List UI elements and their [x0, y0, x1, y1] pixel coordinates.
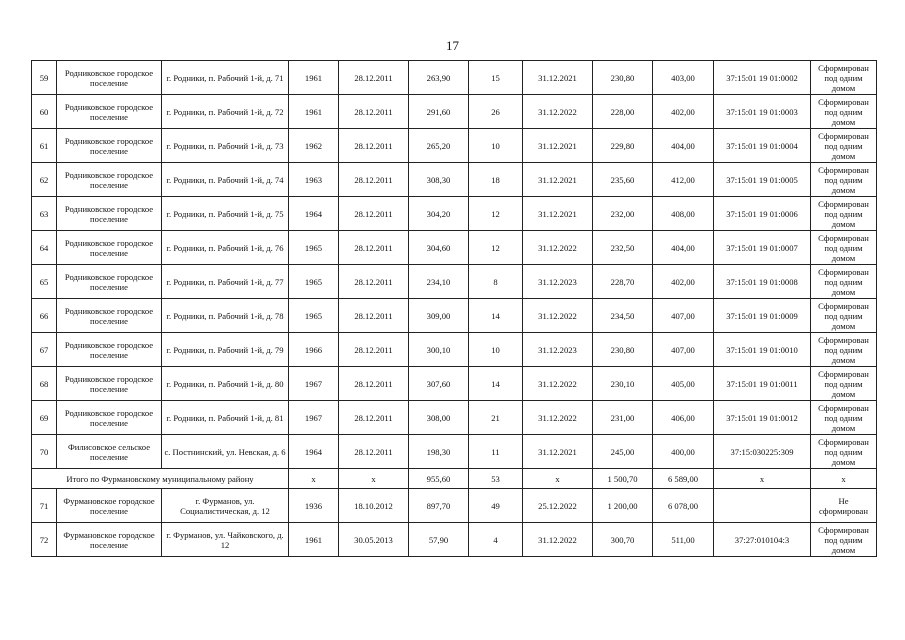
- residents-cell: 11: [469, 435, 523, 469]
- build-year-cell: 1967: [289, 401, 339, 435]
- row-number-cell: 69: [32, 401, 57, 435]
- area-cell: 308,00: [409, 401, 469, 435]
- row-number-cell: 70: [32, 435, 57, 469]
- land-area-cell: 407,00: [653, 299, 714, 333]
- table-row: [32, 523, 877, 557]
- area-cell: 304,20: [409, 197, 469, 231]
- area-cell-2: 245,00: [593, 435, 653, 469]
- area-cell-2: 229,80: [593, 129, 653, 163]
- recognition-date-cell: 28.12.2011: [339, 61, 409, 95]
- area-cell-2: 230,80: [593, 61, 653, 95]
- land-area-cell: 402,00: [653, 95, 714, 129]
- residents-cell: 15: [469, 61, 523, 95]
- cadastral-number-cell: 37:15:01 19 01:0011: [714, 367, 811, 401]
- table-row: [32, 401, 877, 435]
- address-cell: г. Родники, п. Рабочий 1-й, д. 77: [162, 265, 289, 299]
- residents-cell: 12: [469, 197, 523, 231]
- area-cell-2: 231,00: [593, 401, 653, 435]
- total-date-cell: x: [339, 469, 409, 489]
- area-cell-2: 235,60: [593, 163, 653, 197]
- total-status-cell: x: [811, 469, 877, 489]
- build-year-cell: 1967: [289, 367, 339, 401]
- settlement-cell: Родниковское городское поселение: [57, 333, 162, 367]
- total-label: Итого по Фурмановскому муниципальному району: [32, 469, 289, 489]
- area-cell: 304,60: [409, 231, 469, 265]
- land-status-cell: Сформирован под одним домом: [811, 197, 877, 231]
- land-status-cell: Сформирован под одним домом: [811, 61, 877, 95]
- recognition-date-cell: 28.12.2011: [339, 163, 409, 197]
- page-number: 17: [446, 38, 459, 53]
- build-year-cell: 1961: [289, 523, 339, 557]
- residents-cell: 10: [469, 333, 523, 367]
- table-row: [32, 265, 877, 299]
- row-number-cell: 67: [32, 333, 57, 367]
- land-area-cell: 406,00: [653, 401, 714, 435]
- residents-cell: 21: [469, 401, 523, 435]
- table-row: [32, 333, 877, 367]
- residents-cell: 14: [469, 367, 523, 401]
- area-cell: 198,30: [409, 435, 469, 469]
- build-year-cell: 1966: [289, 333, 339, 367]
- recognition-date-cell: 28.12.2011: [339, 95, 409, 129]
- area-cell: 263,90: [409, 61, 469, 95]
- table-row: [32, 129, 877, 163]
- cadastral-number-cell: 37:15:01 19 01:0009: [714, 299, 811, 333]
- build-year-cell: 1963: [289, 163, 339, 197]
- recognition-date-cell: 28.12.2011: [339, 367, 409, 401]
- area-cell: 308,30: [409, 163, 469, 197]
- land-status-cell: Сформирован под одним домом: [811, 333, 877, 367]
- settlement-cell: Родниковское городское поселение: [57, 163, 162, 197]
- total-cadastral-cell: x: [714, 469, 811, 489]
- resettlement-deadline-cell: 31.12.2022: [523, 95, 593, 129]
- table-row: [32, 95, 877, 129]
- settlement-cell: Родниковское городское поселение: [57, 129, 162, 163]
- area-cell-2: 234,50: [593, 299, 653, 333]
- area-cell: 57,90: [409, 523, 469, 557]
- resettlement-deadline-cell: 31.12.2022: [523, 367, 593, 401]
- build-year-cell: 1965: [289, 299, 339, 333]
- address-cell: г. Родники, п. Рабочий 1-й, д. 71: [162, 61, 289, 95]
- address-cell: г. Фурманов, ул. Чайковского, д. 12: [162, 523, 289, 557]
- address-cell: г. Родники, п. Рабочий 1-й, д. 72: [162, 95, 289, 129]
- land-area-cell: 6 078,00: [653, 489, 714, 523]
- settlement-cell: Родниковское городское поселение: [57, 61, 162, 95]
- total-area-cell: 955,60: [409, 469, 469, 489]
- resettlement-deadline-cell: 31.12.2023: [523, 333, 593, 367]
- land-status-cell: Сформирован под одним домом: [811, 299, 877, 333]
- row-number-cell: 60: [32, 95, 57, 129]
- build-year-cell: 1965: [289, 265, 339, 299]
- land-area-cell: 404,00: [653, 231, 714, 265]
- resettlement-deadline-cell: 25.12.2022: [523, 489, 593, 523]
- recognition-date-cell: 28.12.2011: [339, 231, 409, 265]
- build-year-cell: 1962: [289, 129, 339, 163]
- settlement-cell: Родниковское городское поселение: [57, 265, 162, 299]
- resettlement-deadline-cell: 31.12.2022: [523, 523, 593, 557]
- residents-cell: 4: [469, 523, 523, 557]
- address-cell: г. Родники, п. Рабочий 1-й, д. 81: [162, 401, 289, 435]
- row-number-cell: 72: [32, 523, 57, 557]
- recognition-date-cell: 28.12.2011: [339, 197, 409, 231]
- area-cell-2: 228,00: [593, 95, 653, 129]
- row-number-cell: 71: [32, 489, 57, 523]
- area-cell: 291,60: [409, 95, 469, 129]
- residents-cell: 26: [469, 95, 523, 129]
- total-land-cell: 6 589,00: [653, 469, 714, 489]
- land-status-cell: Сформирован под одним домом: [811, 401, 877, 435]
- settlement-cell: Филисовское сельское поселение: [57, 435, 162, 469]
- total-row: [32, 469, 877, 489]
- build-year-cell: 1965: [289, 231, 339, 265]
- row-number-cell: 62: [32, 163, 57, 197]
- row-number-cell: 64: [32, 231, 57, 265]
- land-area-cell: 408,00: [653, 197, 714, 231]
- land-area-cell: 407,00: [653, 333, 714, 367]
- residents-cell: 12: [469, 231, 523, 265]
- area-cell-2: 1 200,00: [593, 489, 653, 523]
- area-cell-2: 300,70: [593, 523, 653, 557]
- table-row: [32, 197, 877, 231]
- residents-cell: 14: [469, 299, 523, 333]
- settlement-cell: Родниковское городское поселение: [57, 231, 162, 265]
- row-number-cell: 66: [32, 299, 57, 333]
- address-cell: г. Родники, п. Рабочий 1-й, д. 78: [162, 299, 289, 333]
- row-number-cell: 61: [32, 129, 57, 163]
- area-cell: 897,70: [409, 489, 469, 523]
- cadastral-number-cell: 37:15:01 19 01:0004: [714, 129, 811, 163]
- area-cell: 307,60: [409, 367, 469, 401]
- settlement-cell: Родниковское городское поселение: [57, 367, 162, 401]
- recognition-date-cell: 28.12.2011: [339, 299, 409, 333]
- residents-cell: 8: [469, 265, 523, 299]
- resettlement-deadline-cell: 31.12.2022: [523, 231, 593, 265]
- land-status-cell: Не сформирован: [811, 489, 877, 523]
- area-cell-2: 230,10: [593, 367, 653, 401]
- cadastral-number-cell: [714, 489, 811, 523]
- cadastral-number-cell: 37:15:01 19 01:0006: [714, 197, 811, 231]
- resettlement-deadline-cell: 31.12.2021: [523, 61, 593, 95]
- recognition-date-cell: 28.12.2011: [339, 129, 409, 163]
- land-status-cell: Сформирован под одним домом: [811, 367, 877, 401]
- land-area-cell: 404,00: [653, 129, 714, 163]
- residents-cell: 18: [469, 163, 523, 197]
- land-area-cell: 403,00: [653, 61, 714, 95]
- cadastral-number-cell: 37:27:010104:3: [714, 523, 811, 557]
- area-cell-2: 228,70: [593, 265, 653, 299]
- table-row: [32, 231, 877, 265]
- recognition-date-cell: 28.12.2011: [339, 333, 409, 367]
- address-cell: г. Родники, п. Рабочий 1-й, д. 73: [162, 129, 289, 163]
- resettlement-deadline-cell: 31.12.2022: [523, 299, 593, 333]
- address-cell: г. Родники, п. Рабочий 1-й, д. 76: [162, 231, 289, 265]
- area-cell: 265,20: [409, 129, 469, 163]
- land-area-cell: 511,00: [653, 523, 714, 557]
- row-number-cell: 65: [32, 265, 57, 299]
- land-status-cell: Сформирован под одним домом: [811, 231, 877, 265]
- table-row: [32, 299, 877, 333]
- land-area-cell: 405,00: [653, 367, 714, 401]
- resettlement-deadline-cell: 31.12.2023: [523, 265, 593, 299]
- build-year-cell: 1961: [289, 61, 339, 95]
- cadastral-number-cell: 37:15:01 19 01:0010: [714, 333, 811, 367]
- area-cell-2: 232,50: [593, 231, 653, 265]
- resettlement-deadline-cell: 31.12.2022: [523, 401, 593, 435]
- address-cell: г. Родники, п. Рабочий 1-й, д. 74: [162, 163, 289, 197]
- total-year-cell: x: [289, 469, 339, 489]
- land-area-cell: 412,00: [653, 163, 714, 197]
- land-status-cell: Сформирован под одним домом: [811, 95, 877, 129]
- total-residents-cell: 53: [469, 469, 523, 489]
- residents-cell: 10: [469, 129, 523, 163]
- land-status-cell: Сформирован под одним домом: [811, 129, 877, 163]
- land-area-cell: 402,00: [653, 265, 714, 299]
- resettlement-deadline-cell: 31.12.2021: [523, 435, 593, 469]
- recognition-date-cell: 28.12.2011: [339, 401, 409, 435]
- build-year-cell: 1936: [289, 489, 339, 523]
- address-cell: г. Родники, п. Рабочий 1-й, д. 80: [162, 367, 289, 401]
- total-deadline-cell: x: [523, 469, 593, 489]
- table-row: [32, 435, 877, 469]
- land-status-cell: Сформирован под одним домом: [811, 435, 877, 469]
- settlement-cell: Фурмановское городское поселение: [57, 489, 162, 523]
- cadastral-number-cell: 37:15:01 19 01:0008: [714, 265, 811, 299]
- area-cell: 300,10: [409, 333, 469, 367]
- total-area2-cell: 1 500,70: [593, 469, 653, 489]
- build-year-cell: 1961: [289, 95, 339, 129]
- recognition-date-cell: 28.12.2011: [339, 265, 409, 299]
- area-cell-2: 230,80: [593, 333, 653, 367]
- recognition-date-cell: 30.05.2013: [339, 523, 409, 557]
- table-row: [32, 489, 877, 523]
- land-status-cell: Сформирован под одним домом: [811, 163, 877, 197]
- cadastral-number-cell: 37:15:01 19 01:0012: [714, 401, 811, 435]
- settlement-cell: Родниковское городское поселение: [57, 299, 162, 333]
- residents-cell: 49: [469, 489, 523, 523]
- cadastral-number-cell: 37:15:01 19 01:0007: [714, 231, 811, 265]
- table-body: [32, 61, 877, 557]
- row-number-cell: 63: [32, 197, 57, 231]
- resettlement-deadline-cell: 31.12.2021: [523, 129, 593, 163]
- build-year-cell: 1964: [289, 435, 339, 469]
- address-cell: г. Родники, п. Рабочий 1-й, д. 79: [162, 333, 289, 367]
- land-status-cell: Сформирован под одним домом: [811, 265, 877, 299]
- cadastral-number-cell: 37:15:01 19 01:0002: [714, 61, 811, 95]
- settlement-cell: Родниковское городское поселение: [57, 95, 162, 129]
- housing-registry-table: [31, 60, 877, 557]
- cadastral-number-cell: 37:15:01 19 01:0003: [714, 95, 811, 129]
- row-number-cell: 68: [32, 367, 57, 401]
- recognition-date-cell: 18.10.2012: [339, 489, 409, 523]
- settlement-cell: Родниковское городское поселение: [57, 401, 162, 435]
- area-cell: 309,00: [409, 299, 469, 333]
- table-row: [32, 367, 877, 401]
- resettlement-deadline-cell: 31.12.2021: [523, 197, 593, 231]
- cadastral-number-cell: 37:15:030225:309: [714, 435, 811, 469]
- area-cell: 234,10: [409, 265, 469, 299]
- land-area-cell: 400,00: [653, 435, 714, 469]
- resettlement-deadline-cell: 31.12.2021: [523, 163, 593, 197]
- table-row: [32, 163, 877, 197]
- area-cell-2: 232,00: [593, 197, 653, 231]
- build-year-cell: 1964: [289, 197, 339, 231]
- settlement-cell: Фурмановское городское поселение: [57, 523, 162, 557]
- address-cell: г. Родники, п. Рабочий 1-й, д. 75: [162, 197, 289, 231]
- settlement-cell: Родниковское городское поселение: [57, 197, 162, 231]
- address-cell: с. Постнинский, ул. Невская, д. 6: [162, 435, 289, 469]
- table-row: [32, 61, 877, 95]
- land-status-cell: Сформирован под одним домом: [811, 523, 877, 557]
- address-cell: г. Фурманов, ул. Социалистическая, д. 12: [162, 489, 289, 523]
- row-number-cell: 59: [32, 61, 57, 95]
- recognition-date-cell: 28.12.2011: [339, 435, 409, 469]
- cadastral-number-cell: 37:15:01 19 01:0005: [714, 163, 811, 197]
